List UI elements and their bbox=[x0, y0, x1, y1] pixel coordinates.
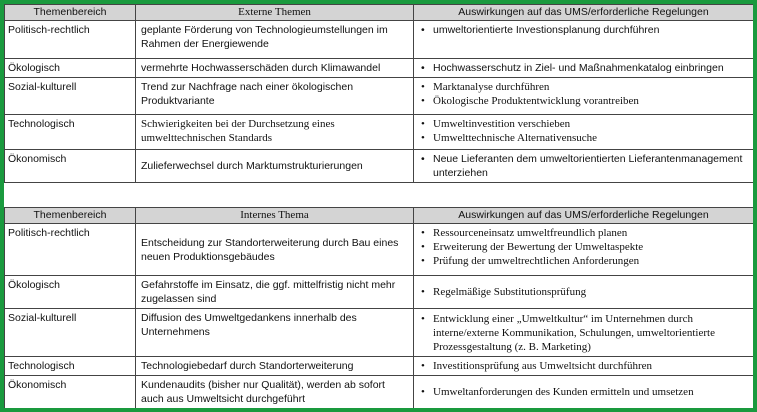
page-frame bbox=[4, 4, 753, 408]
effects-cell bbox=[414, 150, 754, 183]
area-cell: Ökonomisch bbox=[5, 376, 136, 409]
effect-item: • Umweltanforderungen des Kunden ermitteln und umsetzen bbox=[420, 385, 749, 399]
header-area: Themenbereich bbox=[5, 208, 136, 224]
area-cell: Politisch-rechtlich bbox=[5, 224, 136, 276]
table-row bbox=[5, 78, 754, 115]
effect-item: • Hochwasserschutz in Ziel- und Maßnahmenkatalog einbringen bbox=[420, 61, 749, 75]
effect-item: • Prüfung der umweltrechtlichen Anforderungen bbox=[420, 254, 749, 268]
effect-item: • Ressourceneinsatz umweltfreundlich planen bbox=[420, 226, 749, 240]
effects-cell bbox=[414, 115, 754, 150]
effects-cell bbox=[414, 309, 754, 357]
table-header-row bbox=[5, 208, 754, 224]
theme-cell: Entscheidung zur Standorterweiterung durch Bau eines neuen Produktionsgebäudes bbox=[136, 224, 414, 276]
area-cell: Sozial-kulturell bbox=[5, 78, 136, 115]
internal-themes-table bbox=[4, 207, 753, 408]
table-row bbox=[5, 150, 754, 183]
effect-item: • Marktanalyse durchführen bbox=[420, 80, 749, 94]
effects-cell bbox=[414, 376, 754, 409]
area-cell: Technologisch bbox=[5, 357, 136, 376]
effect-item: • Ökologische Produktentwicklung vorantreiben bbox=[420, 94, 749, 108]
table-row bbox=[5, 376, 754, 409]
theme-cell: Technologiebedarf durch Standorterweiterung bbox=[136, 357, 414, 376]
theme-cell: Kundenaudits (bisher nur Qualität), werden ab sofort auch aus Umweltsicht durchgeführt bbox=[136, 376, 414, 409]
area-cell: Ökologisch bbox=[5, 59, 136, 78]
effects-cell bbox=[414, 224, 754, 276]
theme-cell: Zulieferwechsel durch Marktumstrukturierungen bbox=[136, 150, 414, 183]
theme-cell: Schwierigkeiten bei der Durchsetzung eines umwelttechnischen Standards bbox=[136, 115, 414, 150]
table-row bbox=[5, 21, 754, 59]
table-row bbox=[5, 115, 754, 150]
table-row bbox=[5, 309, 754, 357]
effects-cell bbox=[414, 78, 754, 115]
effect-item: • Umweltinvestition verschieben bbox=[420, 117, 749, 131]
theme-cell: vermehrte Hochwasserschäden durch Klimawandel bbox=[136, 59, 414, 78]
header-theme: Internes Thema bbox=[136, 208, 414, 224]
theme-cell: geplante Förderung von Technologieumstellungen im Rahmen der Energiewende bbox=[136, 21, 414, 59]
table-row bbox=[5, 59, 754, 78]
effect-item: • umweltorientierte Investionsplanung durchführen bbox=[420, 23, 749, 37]
area-cell: Sozial-kulturell bbox=[5, 309, 136, 357]
external-themes-table bbox=[4, 4, 753, 183]
header-effects: Auswirkungen auf das UMS/erforderliche Regelungen bbox=[414, 5, 754, 21]
table-row bbox=[5, 276, 754, 309]
effect-item: • Erweiterung der Bewertung der Umweltaspekte bbox=[420, 240, 749, 254]
theme-cell: Diffusion des Umweltgedankens innerhalb des Unternehmens bbox=[136, 309, 414, 357]
effects-cell bbox=[414, 59, 754, 78]
table-row bbox=[5, 357, 754, 376]
effect-item: • Entwicklung einer „Umweltkultur“ im Unternehmen durch interne/externe Kommunikation, Schulungen, umweltorientierte Prozessgestaltung (z. B. Marketing) bbox=[420, 312, 749, 354]
effect-item: • Neue Lieferanten dem umweltorientierten Lieferantenmanagement unterziehen bbox=[420, 152, 749, 180]
table-header-row bbox=[5, 5, 754, 21]
effects-cell bbox=[414, 276, 754, 309]
table-separator bbox=[4, 182, 753, 208]
effect-item: • Regelmäßige Substitutionsprüfung bbox=[420, 285, 749, 299]
area-cell: Ökonomisch bbox=[5, 150, 136, 183]
header-theme: Externe Themen bbox=[136, 5, 414, 21]
effects-cell bbox=[414, 357, 754, 376]
area-cell: Technologisch bbox=[5, 115, 136, 150]
theme-cell: Gefahrstoffe im Einsatz, die ggf. mittelfristig nicht mehr zugelassen sind bbox=[136, 276, 414, 309]
effect-item: • Umwelttechnische Alternativensuche bbox=[420, 131, 749, 145]
header-area: Themenbereich bbox=[5, 5, 136, 21]
area-cell: Politisch-rechtlich bbox=[5, 21, 136, 59]
effect-item: • Investitionsprüfung aus Umweltsicht durchführen bbox=[420, 359, 749, 373]
header-effects: Auswirkungen auf das UMS/erforderliche Regelungen bbox=[414, 208, 754, 224]
table-row bbox=[5, 224, 754, 276]
theme-cell: Trend zur Nachfrage nach einer ökologischen Produktvariante bbox=[136, 78, 414, 115]
effects-cell bbox=[414, 21, 754, 59]
area-cell: Ökologisch bbox=[5, 276, 136, 309]
